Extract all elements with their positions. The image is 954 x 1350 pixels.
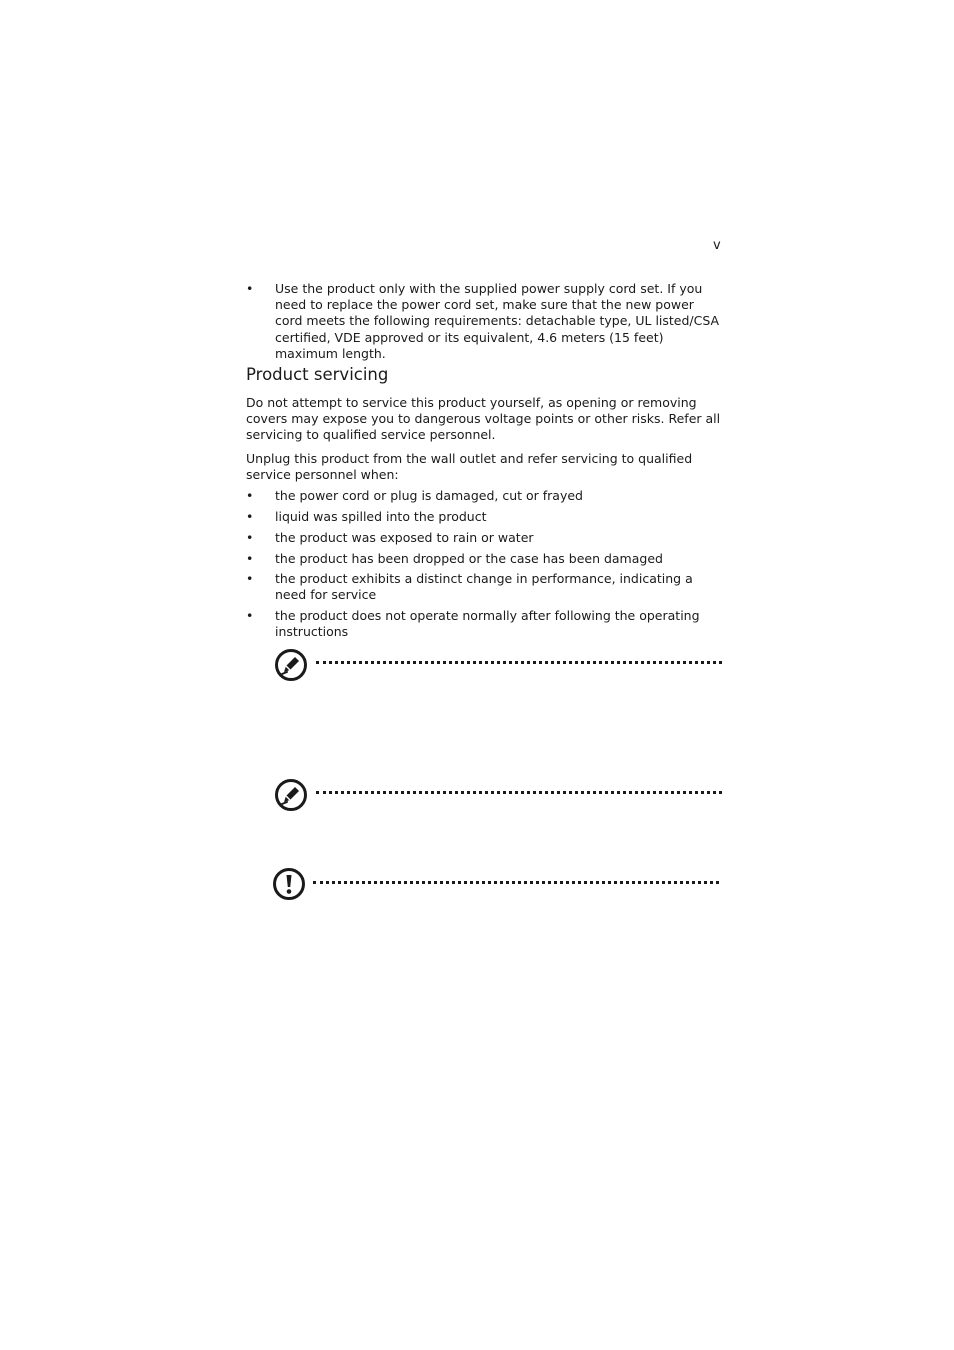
bullet-marker: • xyxy=(246,608,254,623)
callout-divider xyxy=(316,791,722,794)
list-item xyxy=(246,281,722,362)
bullet-marker: • xyxy=(246,488,254,503)
exclamation-icon xyxy=(272,867,306,901)
section-heading: Product servicing xyxy=(246,365,389,384)
list-item-text: the product does not operate normally after following the operating instructions xyxy=(275,608,700,640)
list-item xyxy=(246,571,722,603)
note-pen-icon xyxy=(274,648,308,682)
list-item xyxy=(246,488,722,504)
bullet-marker: • xyxy=(246,509,254,524)
list-item xyxy=(246,509,722,525)
bullet-marker: • xyxy=(246,281,254,296)
list-item-text: the product exhibits a distinct change in performance, indicating a need for service xyxy=(275,571,693,603)
bullet-marker: • xyxy=(246,530,254,545)
paragraph: Do not attempt to service this product yourself, as opening or removing covers may expose you to dangerous voltage points or other risks. Refer all servicing to qualified service personnel. xyxy=(246,395,721,443)
list-item-text: liquid was spilled into the product xyxy=(275,509,487,524)
note-pen-icon xyxy=(274,778,308,812)
bullet-marker: • xyxy=(246,571,254,586)
list-item xyxy=(246,608,722,640)
paragraph: Unplug this product from the wall outlet and refer servicing to qualified service personnel when: xyxy=(246,451,693,483)
list-item-text: the product has been dropped or the case has been damaged xyxy=(275,551,663,566)
page-number: v xyxy=(713,238,721,253)
list-item xyxy=(246,551,722,567)
list-item xyxy=(246,530,722,546)
bullet-marker: • xyxy=(246,551,254,566)
list-item-text: Use the product only with the supplied power supply cord set. If you need to replace the power cord set, make sure that the new power cord meets the following requirements: detachable type, UL listed/CSA certified, VDE approved or its equivalent, 4.6 meters (15 feet) maximum length. xyxy=(275,281,720,361)
callout-divider xyxy=(313,881,719,884)
list-item-text: the product was exposed to rain or water xyxy=(275,530,534,545)
list-item-text: the power cord or plug is damaged, cut or frayed xyxy=(275,488,583,503)
callout-divider xyxy=(316,661,722,664)
